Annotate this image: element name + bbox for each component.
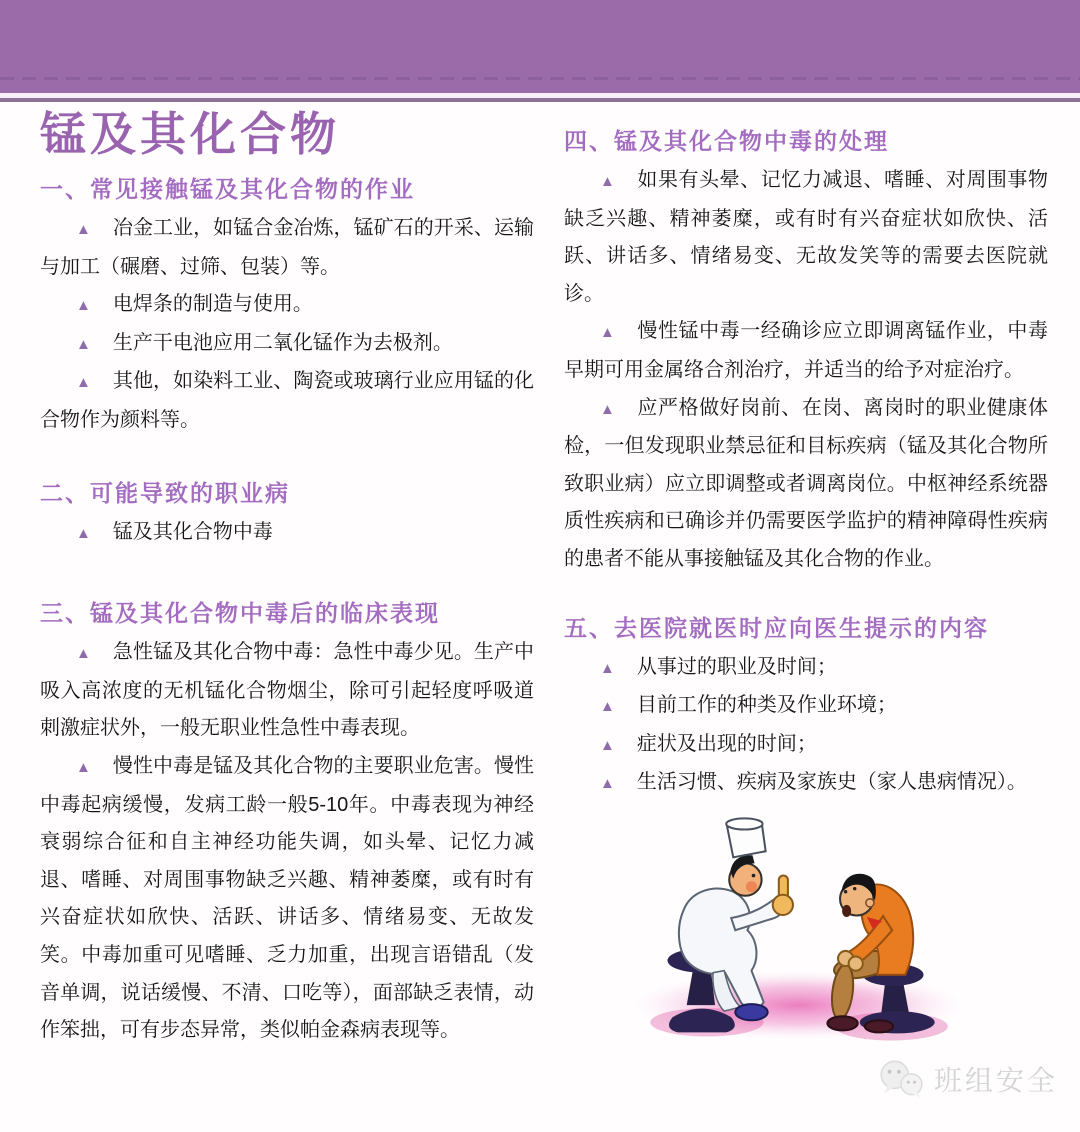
right-column <box>564 126 1048 803</box>
section-2-heading: 二、可能导致的职业病 <box>40 479 290 506</box>
bullet-text: 锰及其化合物中毒 <box>112 520 273 543</box>
triangle-bullet-icon: ▲ <box>600 659 615 677</box>
section-4-bullet-3 <box>564 390 1048 579</box>
triangle-bullet-icon: ▲ <box>76 221 91 238</box>
doctor-patient-illustration <box>628 786 962 1042</box>
triangle-bullet-icon: ▲ <box>600 400 616 418</box>
section-4-bullet-1 <box>564 162 1048 313</box>
triangle-bullet-icon: ▲ <box>600 324 616 342</box>
triangle-bullet-icon: ▲ <box>76 297 91 315</box>
section-1-bullet-3 <box>40 325 534 364</box>
triangle-bullet-icon: ▲ <box>600 698 615 716</box>
triangle-bullet-icon: ▲ <box>600 173 616 190</box>
section-3-heading: 三、锰及其化合物中毒后的临床表现 <box>40 600 440 627</box>
bullet-text: 生产干电池应用二氧化锰作为去极剂。 <box>112 331 453 354</box>
triangle-bullet-icon: ▲ <box>76 374 91 392</box>
triangle-bullet-icon: ▲ <box>600 736 615 754</box>
watermark-label: 班组安全 <box>933 1065 1058 1096</box>
triangle-bullet-icon: ▲ <box>76 524 91 542</box>
section-5-heading: 五、去医院就医时应向医生提示的内容 <box>564 614 989 641</box>
watermark <box>876 1058 1058 1100</box>
bullet-text: 应严格做好岗前、在岗、离岗时的职业健康体检，一但发现职业禁忌征和目标疾病（锰及其化合物所致职业病）应立即调整或者调离岗位。中枢神经系统器质性疾病和已确诊并仍需要医学监护的精神障碍性疾病的患者不能从事接触锰及其化合物的作业。 <box>564 396 1048 570</box>
bullet-text: 冶金工业，如锰合金冶炼，锰矿石的开采、运输与加工（碾磨、过筛、包装）等。 <box>40 217 534 278</box>
triangle-bullet-icon: ▲ <box>76 335 91 353</box>
triangle-bullet-icon: ▲ <box>76 645 91 663</box>
bullet-text: 其他，如染料工业、陶瓷或玻璃行业应用锰的化合物作为颜料等。 <box>40 370 534 431</box>
wechat-icon <box>876 1058 926 1100</box>
bullet-text: 慢性锰中毒一经确诊应立即调离锰作业，中毒早期可用金属络合剂治疗，并适当的给予对症治疗。 <box>564 320 1048 381</box>
section-5-bullet-3 <box>564 726 1048 765</box>
page-title: 锰及其化合物 <box>40 108 340 160</box>
section-3-bullet-1 <box>40 634 534 748</box>
section-2-bullet-1 <box>40 514 534 553</box>
section-1-bullet-2 <box>40 286 534 325</box>
section-5-bullet-1 <box>564 649 1048 688</box>
bullet-text: 生活习惯、疾病及家族史（家人患病情况）。 <box>636 771 1027 794</box>
bullet-text: 症状及出现的时间； <box>636 732 817 755</box>
bullet-text: 目前工作的种类及作业环境； <box>636 694 897 717</box>
bullet-text: 电焊条的制造与使用。 <box>112 293 313 316</box>
section-1-heading: 一、常见接触锰及其化合物的作业 <box>40 176 415 202</box>
section-4-heading: 四、锰及其化合物中毒的处理 <box>564 128 889 154</box>
section-3-bullet-2 <box>40 748 534 1050</box>
bullet-text: 如果有头晕、记忆力减退、嗜睡、对周围事物缺乏兴趣、精神萎糜，或有时有兴奋症状如欣快、活跃、讲话多、情绪易变、无故发笑等的需要去医院就诊。 <box>564 169 1048 305</box>
header-accent-line <box>0 98 1080 102</box>
section-1-bullet-1 <box>40 210 534 286</box>
bullet-text: 急性锰及其化合物中毒：急性中毒少见。生产中吸入高浓度的无机锰化合物烟尘，除可引起轻度呼吸道刺激症状外，一般无职业性急性中毒表现。 <box>40 641 534 740</box>
header-dashed-line <box>0 77 1080 80</box>
header-band <box>0 0 1080 93</box>
triangle-bullet-icon: ▲ <box>600 775 615 793</box>
triangle-bullet-icon: ▲ <box>76 758 91 776</box>
section-5-bullet-2 <box>564 687 1048 726</box>
doctor-patient-cartoon <box>628 786 962 1042</box>
bullet-text: 慢性中毒是锰及其化合物的主要职业危害。慢性中毒起病缓慢，发病工龄一般5-10年。中毒表现为神经衰弱综合征和自主神经功能失调，如头晕、记忆力减退、嗜睡、对周围事物缺乏兴趣、精神萎糜，或有时有兴奋症状如欣快、活跃、讲话多、情绪易变、无故发笑。中毒加重可见嗜睡、乏力加重，出现言语错乱（发音单调，说话缓慢、不清、口吃等），面部缺乏表情，动作笨拙，可有步态异常，类似帕金森病表现等。 <box>40 754 534 1042</box>
section-1-bullet-4 <box>40 363 534 439</box>
bullet-text: 从事过的职业及时间； <box>636 655 837 678</box>
section-4-bullet-2 <box>564 313 1048 389</box>
left-column <box>40 108 534 1050</box>
